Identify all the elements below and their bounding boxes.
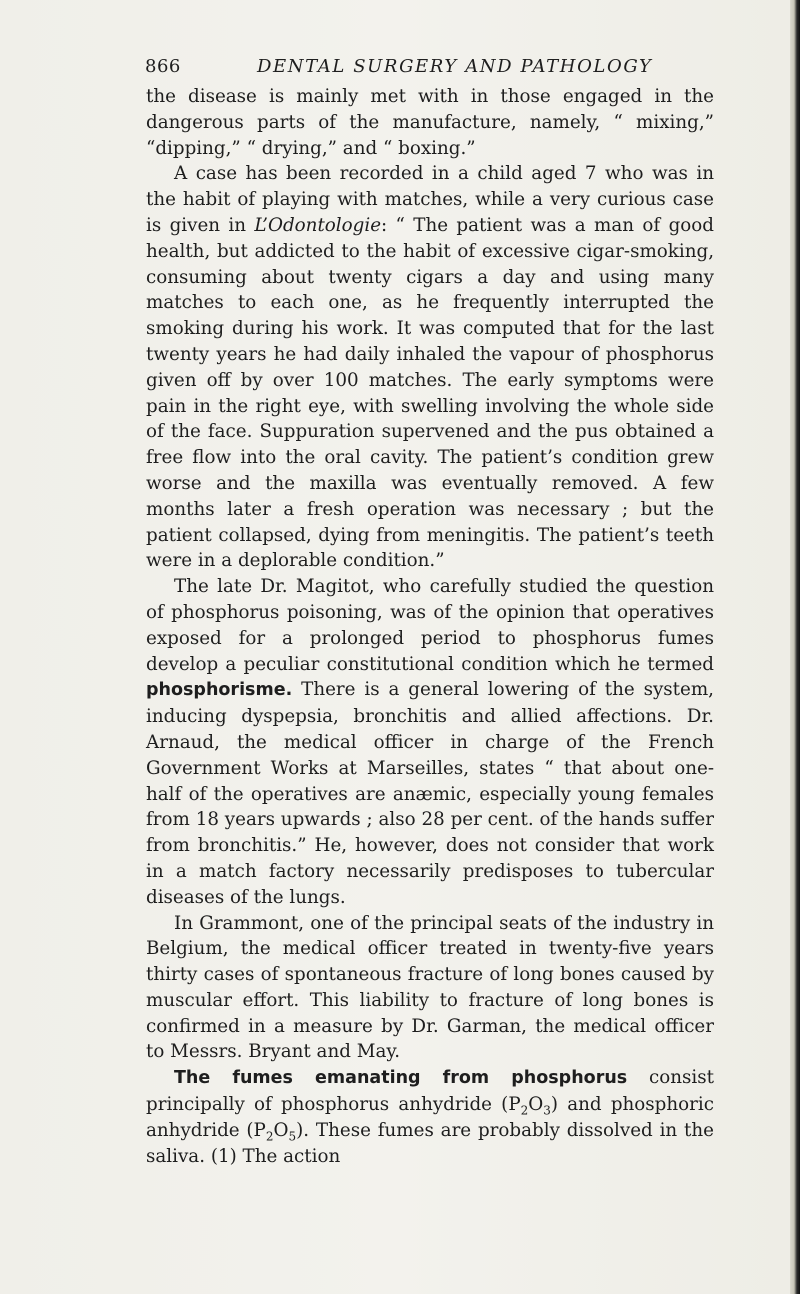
subscript: 2 bbox=[520, 1103, 529, 1118]
paragraph-4-text: In Grammont, one of the principal seats of the industry in Belgium, the medical officer treated in twenty-five years thirty cases of spontaneous fracture of long bones caused by muscular effort. This liability to fracture of long bones is confirmed in a measure by Dr. Garman, the medical officer to Messrs. Bryant and May. bbox=[146, 912, 714, 1063]
subscript: 2 bbox=[265, 1129, 274, 1144]
paragraph-5-text-f: ). These fumes are probably dissolved in the saliva. (1) The action bbox=[146, 1119, 714, 1167]
paragraph-1-text: the disease is mainly met with in those engaged in the dangerous parts of the manufacture, namely, “ mixing,” “dipping,” “ drying,” and “ boxing.” bbox=[146, 86, 714, 159]
body-text bbox=[146, 84, 714, 1169]
running-title: DENTAL SURGERY AND PATHOLOGY bbox=[257, 56, 653, 77]
paragraph-4 bbox=[146, 911, 714, 1066]
page-number: 866 bbox=[145, 56, 181, 77]
paragraph-5 bbox=[146, 1065, 714, 1169]
subscript: 5 bbox=[288, 1129, 297, 1144]
paragraph-5-text-c: O bbox=[528, 1094, 544, 1116]
section-lead-heading: The fumes emanating from phosphorus bbox=[174, 1068, 628, 1089]
term-phosphorisme: phosphorisme. bbox=[146, 680, 293, 701]
paragraph-2-text-a: A case has been recorded in a child aged 7 who was in the habit of playing with matches, while a very curious case is given in bbox=[146, 163, 714, 236]
paragraph-5-text-b: consist principally of phosphorus anhydride (P bbox=[146, 1067, 714, 1116]
paragraph-2 bbox=[146, 161, 714, 574]
paragraph-3 bbox=[146, 574, 714, 910]
paragraph-5-text-e: O bbox=[273, 1119, 289, 1141]
journal-title: L’Odontologie bbox=[254, 214, 382, 236]
book-edge bbox=[790, 0, 800, 1294]
paragraph-3-text-c: There is a general lowering of the system, inducing dyspepsia, bronchitis and allied affections. Dr. Arnaud, the medical officer in charge of the French Government Works at Marseilles, states “ that about one-half of the operatives are anæmic, especially young females from 18 years upwards ; also 28 per cent. of the hands suffer from bronchitis.” He, however, does not consider that work in a match factory necessarily predisposes to tubercular diseases of the lungs. bbox=[146, 679, 714, 908]
paragraph-1 bbox=[146, 84, 714, 161]
subscript: 3 bbox=[543, 1103, 551, 1118]
paragraph-3-text-a: The late Dr. Magitot, who carefully studied the question of phosphorus poisoning, was of the opinion that operatives exposed for a prolonged period to phosphorus fumes develop a peculiar constitutional condition which he termed bbox=[146, 576, 714, 675]
paragraph-2-text-c: : “ The patient was a man of good health, but addicted to the habit of excessive cigar-smoking, consuming about twenty cigars a day and using many matches to each one, as he frequently interrupted the smoking during his work. It was computed that for the last twenty years he had daily inhaled the vapour of phosphorus given off by over 100 matches. The early symptoms were pain in the right eye, with swelling involving the whole side of the face. Suppuration supervened and the pus obtained a free flow into the oral cavity. The patient’s condition grew worse and the maxilla was eventually removed. A few months later a fresh operation was necessary ; but the patient collapsed, dying from meningitis. The patient’s teeth were in a deplorable condition.” bbox=[146, 214, 714, 572]
paragraph-5-text-d: ) and phosphoric anhydride (P bbox=[146, 1094, 714, 1141]
